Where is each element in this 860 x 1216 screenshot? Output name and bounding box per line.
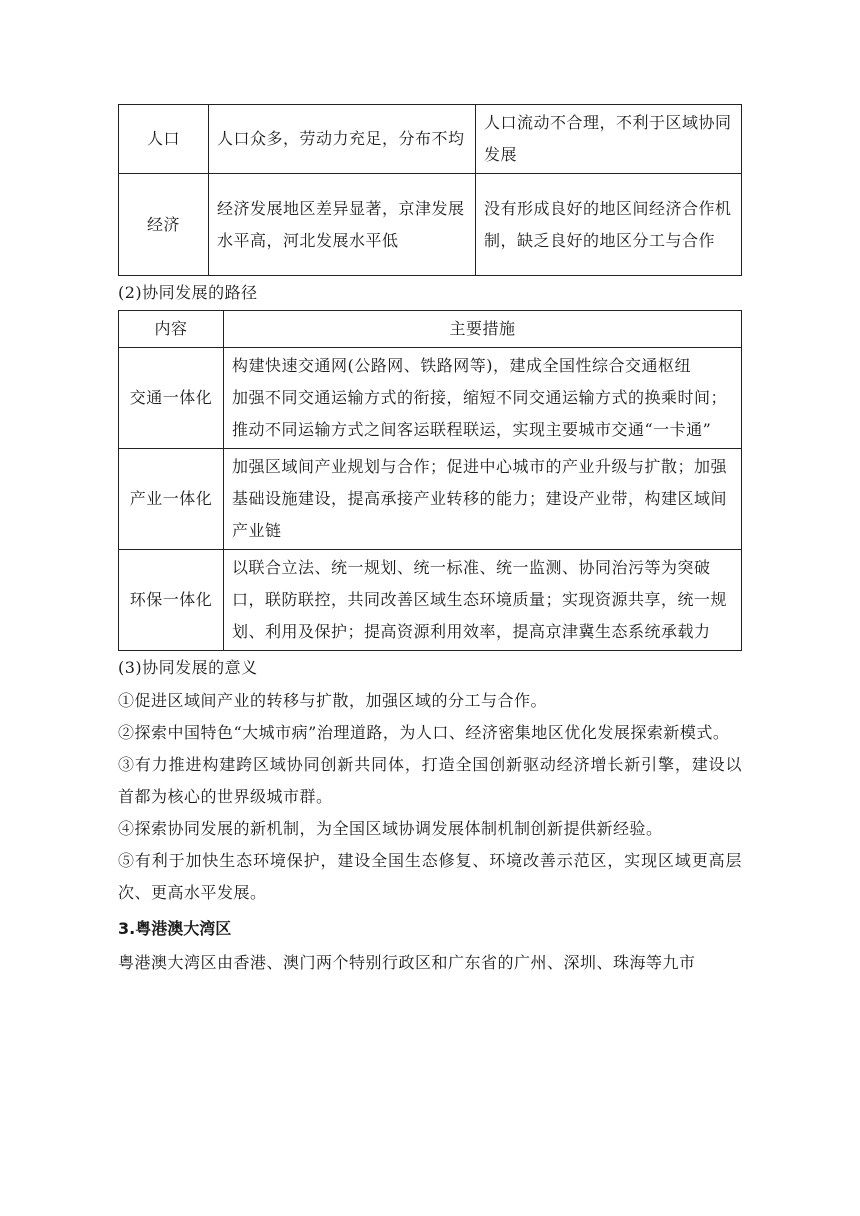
- column-header: 主要措施: [224, 311, 742, 348]
- row-label: 产业一体化: [119, 449, 224, 550]
- list-item: ②探索中国特色“大城市病”治理道路，为人口、经济密集地区优化发展探索新模式。: [118, 723, 730, 742]
- table-cell: 加强区域间产业规划与合作；促进中心城市的产业升级与扩散；加强基础设施建设，提高承接产业转移的能力；建设产业带，构建区域间产业链: [224, 449, 742, 550]
- paragraph: 粤港澳大湾区由香港、澳门两个特别行政区和广东省的广州、深圳、珠海等九市: [118, 953, 696, 972]
- row-label: 交通一体化: [119, 348, 224, 449]
- table-cell: 没有形成良好的地区间经济合作机制，缺乏良好的地区分工与合作: [476, 174, 742, 276]
- list-item: ⑤有利于加快生态环境保护，建设全国生态修复、环境改善示范区，实现区域更高层次、更高水平发展。: [118, 851, 742, 902]
- list-item: ①促进区域间产业的转移与扩散，加强区域的分工与合作。: [118, 691, 548, 710]
- row-label: 人口: [119, 105, 209, 174]
- table-cell: 以联合立法、统一规划、统一标准、统一监测、协同治污等为突破口，联防联控，共同改善区域生态环境质量；实现资源共享，统一规划、利用及保护；提高资源利用效率，提高京津冀生态系统承载力: [224, 550, 742, 651]
- table-cell: 人口流动不合理，不利于区域协同发展: [476, 105, 742, 174]
- list-item: ④探索协同发展的新机制，为全国区域协调发展体制机制创新提供新经验。: [118, 819, 663, 838]
- table-row: [119, 550, 742, 651]
- table-header-row: [119, 311, 742, 348]
- section-heading: (2)协同发展的路径: [118, 283, 258, 302]
- row-label: 环保一体化: [119, 550, 224, 651]
- table-cell: 人口众多，劳动力充足，分布不均: [209, 105, 476, 174]
- pathway-table: [118, 310, 742, 651]
- row-label: 经济: [119, 174, 209, 276]
- list-item: ③有力推进构建跨区域协同创新共同体，打造全国创新驱动经济增长新引擎，建设以首都为核心的世界级城市群。: [118, 755, 742, 806]
- document-page: [118, 104, 742, 979]
- section-heading: (3)协同发展的意义: [118, 658, 258, 677]
- table-row: [119, 449, 742, 550]
- measure-line: 构建快速交通网(公路网、铁路网等)，建成全国性综合交通枢纽: [232, 356, 691, 375]
- section-title: 3.粤港澳大湾区: [118, 919, 232, 938]
- table-row: [119, 348, 742, 449]
- table-cell: [224, 348, 742, 449]
- table-cell: 经济发展地区差异显著，京津发展水平高，河北发展水平低: [209, 174, 476, 276]
- measure-line: 加强不同交通运输方式的衔接，缩短不同交通运输方式的换乘时间；推动不同运输方式之间客运联程联运，实现主要城市交通“一卡通”: [232, 388, 728, 439]
- issues-table: [118, 104, 742, 276]
- column-header: 内容: [119, 311, 224, 348]
- table-row: [119, 105, 742, 174]
- table-row: [119, 174, 742, 276]
